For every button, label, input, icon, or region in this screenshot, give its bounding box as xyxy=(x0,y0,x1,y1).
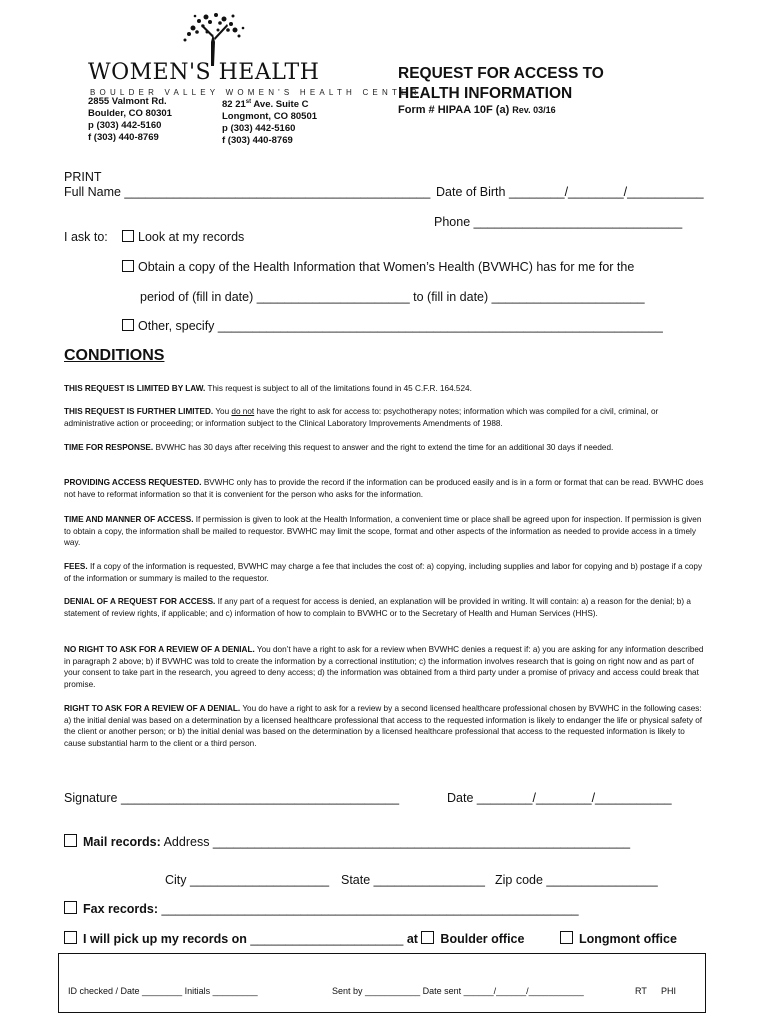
zip-field[interactable]: Zip code ________________ xyxy=(495,873,658,887)
address-line: Longmont, CO 80501 xyxy=(222,111,318,123)
obtain-copy-checkbox[interactable] xyxy=(122,260,134,272)
date-of-birth-field[interactable]: Date of Birth ________/________/___________ xyxy=(436,185,704,199)
logo-name: WOMEN'S HEALTH xyxy=(88,60,320,85)
other-option[interactable]: Other, specify ________________________________________________________________ xyxy=(122,319,663,333)
sent-by-field[interactable]: Sent by ___________ Date sent ______/______/___________ xyxy=(332,986,584,996)
form-title: REQUEST FOR ACCESS TO HEALTH INFORMATION xyxy=(398,65,604,102)
signature-date-field[interactable]: Date ________/________/___________ xyxy=(447,791,672,805)
longmont-office-option[interactable]: Longmont office xyxy=(560,931,677,946)
address-longmont xyxy=(222,96,317,147)
condition-denial: DENIAL OF A REQUEST FOR ACCESS. If any part of a request for access is denied, an explanation will be provided in writing. It will contain: a) a reason for the denial; b) a statement of review rights, if applicable; and c) information of how to complain to BVWHC or to the Secretary of Health and Human Services (HHS). xyxy=(64,597,691,618)
form-number: Form # HIPAA 10F (a) Rev. 03/16 xyxy=(398,104,556,116)
mail-records-checkbox[interactable] xyxy=(64,834,77,847)
pickup-date-field[interactable]: ______________________ xyxy=(250,932,404,946)
condition-time-for-response: TIME FOR RESPONSE. BVWHC has 30 days after receiving this request to answer and the right to extend the time for an additional 30 days if needed. xyxy=(64,443,614,452)
state-field[interactable]: State ________________ xyxy=(341,873,485,887)
ask-to-label: I ask to: xyxy=(64,230,108,244)
phone-field[interactable]: Phone ______________________________ xyxy=(434,215,683,229)
boulder-office-checkbox[interactable] xyxy=(421,931,434,944)
logo xyxy=(88,12,421,102)
logo-subtitle: BOULDER VALLEY WOMEN'S HEALTH CENTER xyxy=(90,88,421,97)
rt-label: RT xyxy=(635,986,647,996)
address-line: Boulder, CO 80301 xyxy=(88,108,172,119)
address-line: 82 21st Ave. Suite C xyxy=(222,99,309,111)
full-name-field[interactable]: Full Name ____________________________________________ xyxy=(64,185,431,199)
address-phone: p (303) 442-5160 xyxy=(88,120,162,131)
condition-limited-by-law: THIS REQUEST IS LIMITED BY LAW. This request is subject to all of the limitations found in 45 C.F.R. 164.524. xyxy=(64,384,472,393)
condition-right-to-review: RIGHT TO ASK FOR A REVIEW OF A DENIAL. You do have a right to ask for a review by a second licensed healthcare professional chosen by BVWHC in the following cases: a) the initial denial was based on a determination by a licensed healthcare professional that access to the requested information is likely to endanger the life or physical safety of the client or another person; or b) the initial denial was based on the determination by a licensed healthcare professional that access to the requested information is likely to cause substantial harm to the client or a third person. xyxy=(64,704,703,748)
condition-further-limited: THIS REQUEST IS FURTHER LIMITED. You do not have the right to ask for access to: psychotherapy notes; information which was compiled for a civil, criminal, or administrative action or proceeding; or information subject to the Clinical Laboratory Improvements Amendments of 1988. xyxy=(64,407,659,428)
address-phone: p (303) 442-5160 xyxy=(222,123,296,135)
conditions-heading: CONDITIONS xyxy=(64,347,165,364)
address-line: 2855 Valmont Rd. xyxy=(88,96,167,107)
phi-label: PHI xyxy=(661,986,677,996)
longmont-office-checkbox[interactable] xyxy=(560,931,573,944)
period-field[interactable]: period of (fill in date) ______________________ to (fill in date) ______________________ xyxy=(140,290,645,304)
pickup-checkbox[interactable] xyxy=(64,931,77,944)
condition-no-right-to-review: NO RIGHT TO ASK FOR A REVIEW OF A DENIAL. You don’t have a right to ask for a review when BVWHC denies a request if: a) you are asking for any information described in paragraph 2 above; b) if BVWHC was told to create the information by a correctional institution; c) the information involves research that is going on right now and as part of your consent to take part in the research, you agreed to deny access; d) the information was obtained from a third party under a promise of privacy and access could break that promise. xyxy=(64,645,704,689)
pickup-option[interactable]: I will pick up my records on ______________________ at Boulder office xyxy=(64,931,524,946)
condition-time-and-manner: TIME AND MANNER OF ACCESS. If permission is given to look at the Health Information, a convenient time or place shall be agreed upon for inspection. If permission is given to obtain a copy, the information shall be mailed to requestor. BVWHC may limit the scope, format and other aspects of the information as needed to provide access in a timely way. xyxy=(64,515,702,547)
look-records-option[interactable]: Look at my records xyxy=(122,230,244,244)
other-checkbox[interactable] xyxy=(122,319,134,331)
id-checked-field[interactable]: ID checked / Date ________ Initials _________ xyxy=(68,986,258,996)
fax-records-option[interactable]: Fax records: ____________________________________________________________ xyxy=(64,901,579,916)
mail-records-option[interactable]: Mail records: Address ____________________________________________________________ xyxy=(64,834,630,849)
condition-fees: FEES. If a copy of the information is requested, BVWHC may charge a fee that includes the cost of: a) copying, including supplies and labor for copying and b) postage if a copy of the information or summary is mailed to the requestor. xyxy=(64,562,703,583)
address-boulder xyxy=(88,96,172,144)
address-fax: f (303) 440-8769 xyxy=(88,132,159,143)
city-field[interactable]: City ____________________ xyxy=(165,873,330,887)
fax-records-checkbox[interactable] xyxy=(64,901,77,914)
address-fax: f (303) 440-8769 xyxy=(222,135,293,147)
office-use-box xyxy=(58,953,706,1013)
tree-icon xyxy=(173,12,253,66)
print-label: PRINT xyxy=(64,170,102,184)
condition-providing-access: PROVIDING ACCESS REQUESTED. BVWHC only has to provide the record if the information can be produced easily and is in a form or format that can be read. BVWHC does not have to reformat information so that it is convenient for the person who asks for the information. xyxy=(64,478,704,499)
obtain-copy-option[interactable]: Obtain a copy of the Health Information that Women’s Health (BVWHC) has for me for the xyxy=(122,260,634,274)
look-records-checkbox[interactable] xyxy=(122,230,134,242)
signature-field[interactable]: Signature ________________________________________ xyxy=(64,791,400,805)
